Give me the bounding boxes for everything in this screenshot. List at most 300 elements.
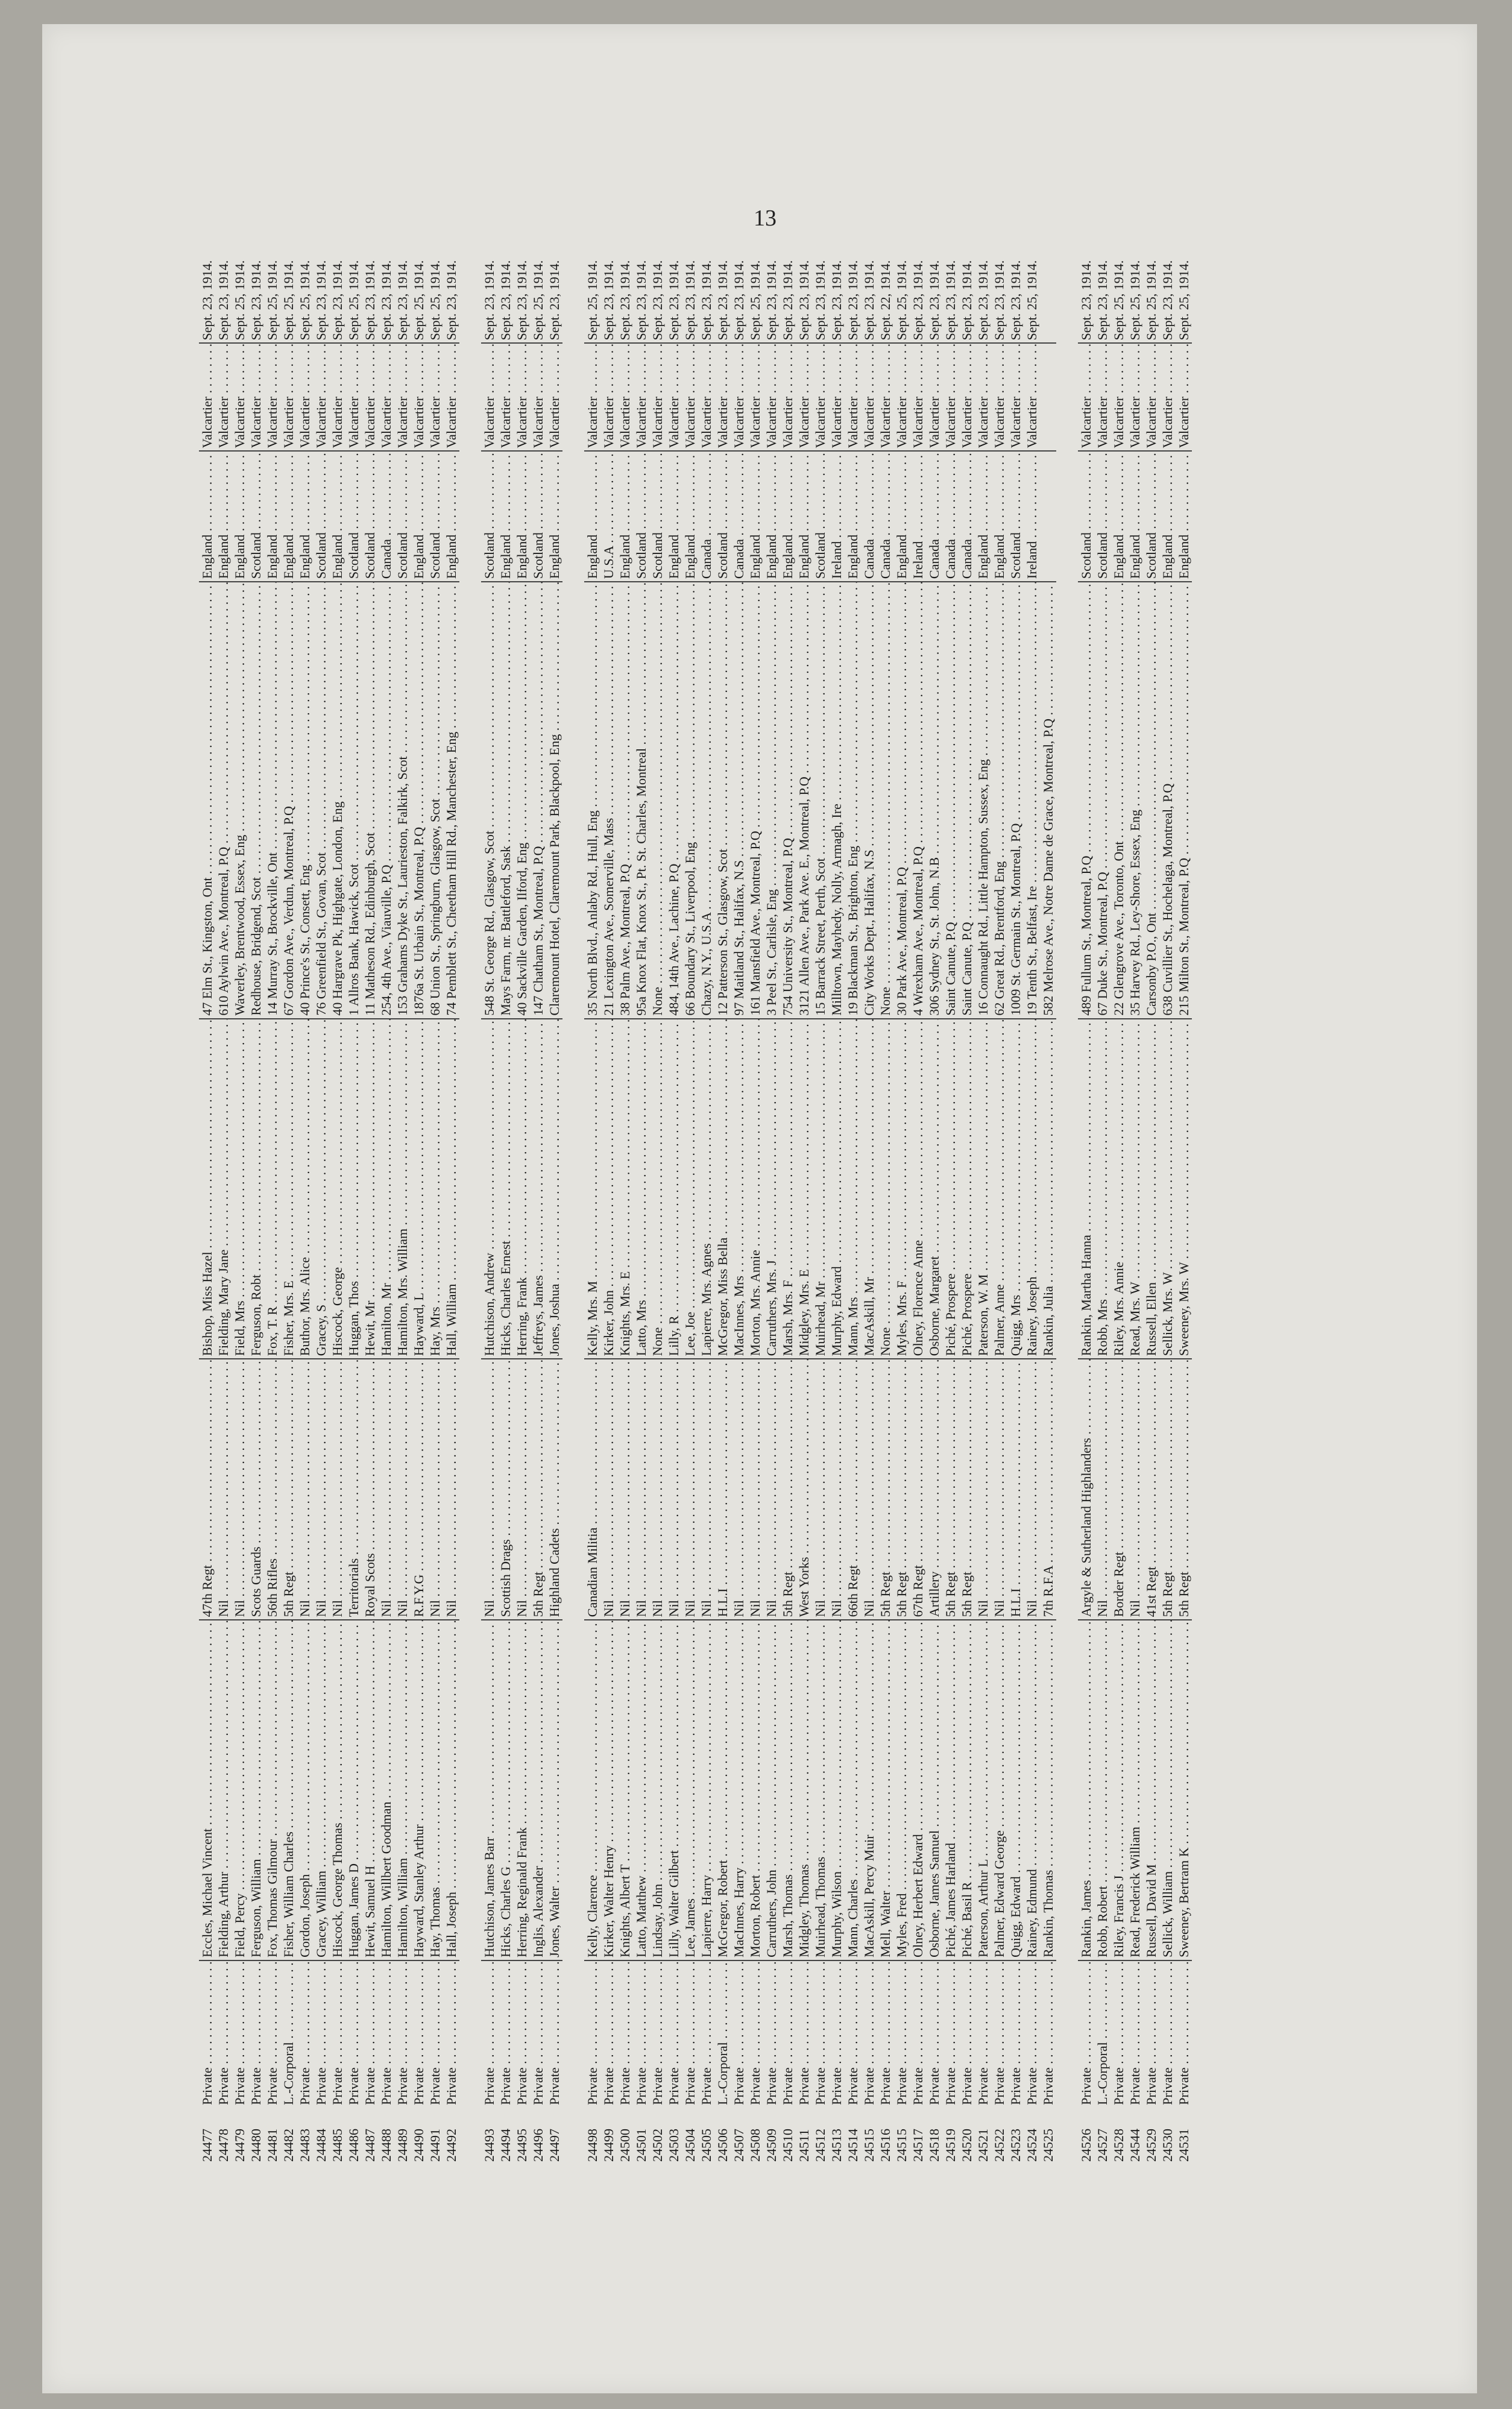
former-corps: Nil . . . (828, 1358, 845, 1619)
soldier-name: Hall, Joseph . . . (443, 1619, 459, 1960)
next-of-kin-address: 161 Mansfield Ave., Montreal, P.Q . . . (747, 581, 763, 1018)
enlistment-place (1040, 342, 1056, 450)
rank: Private . . . (232, 1960, 248, 2108)
next-of-kin: Lee, Joe . . . (682, 1018, 698, 1359)
next-of-kin: Rankin, Martha Hanna . . . (1078, 1018, 1094, 1359)
birthplace: England . . . (747, 450, 763, 581)
enlistment-place: Valcartier . . . (1110, 342, 1127, 450)
next-of-kin-address: 1009 St. Germain St., Montreal, P.Q . . . (1007, 581, 1024, 1018)
soldier-name: Kirker, Walter Henry . . . (600, 1619, 617, 1960)
table-row (1159, 229, 1176, 2164)
birthplace: England . . . (497, 450, 514, 581)
enlistment-place: Valcartier . . . (763, 342, 780, 450)
soldier-name: Field, Percy . . . (232, 1619, 248, 1960)
next-of-kin: Robb, Mrs . . . (1094, 1018, 1110, 1359)
enlistment-date: Sept. 25, 1914. (1144, 260, 1159, 341)
rank: Private . . . (378, 1960, 394, 2108)
birthplace: Scotland . . . (427, 450, 443, 581)
next-of-kin: Paterson, W. M . . . (975, 1018, 991, 1359)
soldier-name: Lindsay, John . . . (649, 1619, 666, 1960)
rank: Private . . . (747, 1960, 763, 2108)
table-row (747, 229, 763, 2164)
soldier-name: Fielding, Arthur . . . (215, 1619, 232, 1960)
birthplace: Scotland . . . (345, 450, 362, 581)
birthplace: England . . . (514, 450, 530, 581)
rank: Private . . . (345, 1960, 362, 2108)
table-row (959, 229, 975, 2164)
rank: Private . . . (362, 1960, 378, 2108)
regimental-number: 24492 (444, 2129, 459, 2162)
next-of-kin: MacInnes, Mrs . . . (731, 1018, 747, 1359)
former-corps: 5th Regt . . . (530, 1358, 546, 1619)
enlistment-place: Valcartier . . . (546, 342, 562, 450)
soldier-name: Murphy, Wilson . . . (828, 1619, 845, 1960)
rank: Private . . . (1176, 1960, 1192, 2108)
former-corps: Nil . . . (975, 1358, 991, 1619)
table-row (1007, 229, 1024, 2164)
table-row (731, 229, 747, 2164)
regimental-number: 24511 (796, 2129, 811, 2162)
next-of-kin: Russell, Ellen . . . (1143, 1018, 1159, 1359)
regimental-number: 24479 (232, 2129, 247, 2162)
rank: Private . . . (812, 1960, 828, 2108)
next-of-kin-address: Redhouse, Bridgend, Scot . . . (248, 581, 264, 1018)
next-of-kin-address: 68 Union St., Springburn, Glasgow, Scot . . . (427, 581, 443, 1018)
soldier-name: Hicks, Charles G . . . (497, 1619, 514, 1960)
birthplace: England . . . (991, 450, 1007, 581)
enlistment-place: Valcartier . . . (617, 342, 633, 450)
next-of-kin: Fox, T. R . . . (264, 1018, 280, 1359)
rank: Private . . . (1127, 1960, 1143, 2108)
soldier-name: Hewit, Samuel H . . . (362, 1619, 378, 1960)
regimental-number: 24499 (601, 2129, 616, 2162)
enlistment-place: Valcartier . . . (497, 342, 514, 450)
next-of-kin: Piché, Prospere . . . (942, 1018, 959, 1359)
next-of-kin: None . . . (649, 1018, 666, 1359)
regimental-number: 24515 (862, 2129, 877, 2162)
enlistment-date: Sept. 23, 1914. (666, 260, 681, 341)
former-corps: 66th Regt . . . (845, 1358, 861, 1619)
next-of-kin-address: 3121 Allen Ave., Park Ave. E., Montreal, P.Q . . . (796, 581, 812, 1018)
former-corps: Artillery . . . (926, 1358, 942, 1619)
former-corps: R.F.Y.G . . . (411, 1358, 427, 1619)
birthplace: England . . . (215, 450, 232, 581)
former-corps: 5th Regt . . . (942, 1358, 959, 1619)
regimental-number: 24493 (482, 2129, 497, 2162)
birthplace: Scotland . . . (362, 450, 378, 581)
rank: Private . . . (649, 1960, 666, 2108)
nominal-roll-table (199, 229, 1296, 2164)
former-corps: Nil . . . (682, 1358, 698, 1619)
table-row (910, 229, 926, 2164)
soldier-name: Quigg, Edward . . . (1007, 1619, 1024, 1960)
birthplace: Canada . . . (926, 450, 942, 581)
enlistment-place: Valcartier . . . (649, 342, 666, 450)
former-corps: Nil . . . (394, 1358, 411, 1619)
enlistment-place: Valcartier . . . (1143, 342, 1159, 450)
regimental-number: 24527 (1095, 2129, 1110, 2162)
next-of-kin-address: 548 St. George Rd., Glasgow, Scot . . . (481, 581, 497, 1018)
former-corps: 5th Regt . . . (1176, 1358, 1192, 1619)
table-row (812, 229, 828, 2164)
rank: Private . . . (991, 1960, 1007, 2108)
regimental-number: 24494 (498, 2129, 513, 2162)
table-row (362, 229, 378, 2164)
table-row (264, 229, 280, 2164)
regimental-number: 24510 (780, 2129, 795, 2162)
enlistment-date: Sept. 23, 1914. (992, 260, 1007, 341)
table-row (481, 229, 497, 2164)
enlistment-date: Sept. 23, 1914. (379, 260, 394, 341)
rank: Private . . . (666, 1960, 682, 2108)
birthplace: England . . . (763, 450, 780, 581)
next-of-kin: Morton, Mrs. Annie . . . (747, 1018, 763, 1359)
next-of-kin: Lapierre, Mrs. Agnes . . . (698, 1018, 714, 1359)
enlistment-date: Sept. 25, 1914. (1111, 260, 1126, 341)
regimental-number: 24519 (943, 2129, 958, 2162)
enlistment-date: Sept. 23, 1914. (715, 260, 730, 341)
enlistment-date: Sept. 23, 1914. (1079, 260, 1094, 341)
next-of-kin-address: 30 Park Ave., Montreal, P.Q . . . (893, 581, 910, 1018)
regimental-number: 24506 (715, 2129, 730, 2162)
enlistment-place: Valcartier . . . (845, 342, 861, 450)
enlistment-place: Valcartier . . . (584, 342, 600, 450)
enlistment-place: Valcartier . . . (600, 342, 617, 450)
enlistment-place: Valcartier . . . (411, 342, 427, 450)
birthplace: England . . . (617, 450, 633, 581)
regimental-number: 24498 (585, 2129, 600, 2162)
next-of-kin-address: Claremount Hotel, Claremount Park, Blackpool, Eng . . . (546, 581, 562, 1018)
next-of-kin: Huggan, Thos . . . (345, 1018, 362, 1359)
birthplace: Ireland . . . (910, 450, 926, 581)
former-corps: Border Regt . . . (1110, 1358, 1127, 1619)
next-of-kin-address: 19 Blackman St., Brighton, Eng . . . (845, 581, 861, 1018)
soldier-name: Osborne, James Samuel . . . (926, 1619, 942, 1960)
roll-group (584, 229, 1056, 2164)
next-of-kin-address: 97 Maitland St., Halifax, N.S . . . (731, 581, 747, 1018)
birthplace: Scotland . . . (481, 450, 497, 581)
regimental-number: 24480 (248, 2129, 263, 2162)
former-corps: Territorials . . . (345, 1358, 362, 1619)
enlistment-date: Sept. 25, 1914. (894, 260, 909, 341)
former-corps: Nil . . . (633, 1358, 649, 1619)
former-corps: Nil . . . (763, 1358, 780, 1619)
next-of-kin-address: Saint Canute, P.Q . . . (942, 581, 959, 1018)
rank: Private . . . (481, 1960, 497, 2108)
former-corps: Nil . . . (812, 1358, 828, 1619)
enlistment-date: Sept. 25, 1914. (427, 260, 443, 341)
enlistment-place: Valcartier . . . (861, 342, 877, 450)
next-of-kin: Marsh, Mrs. F . . . (780, 1018, 796, 1359)
former-corps: 56th Rifles . . . (264, 1358, 280, 1619)
former-corps: 5th Regt . . . (280, 1358, 297, 1619)
enlistment-place: Valcartier . . . (264, 342, 280, 450)
regimental-number: 24483 (297, 2129, 312, 2162)
rank: Private . . . (443, 1960, 459, 2108)
soldier-name: Read, Frederick William . . . (1127, 1619, 1143, 1960)
next-of-kin-address: 40 Hargrave Pk, Highgate, London, Eng . . . (329, 581, 345, 1018)
birthplace: England . . . (796, 450, 812, 581)
rank: Private . . . (763, 1960, 780, 2108)
enlistment-date: Sept. 23, 1914. (216, 260, 231, 341)
next-of-kin: Hamilton, Mrs. William . . . (394, 1018, 411, 1359)
next-of-kin-address: 47 Elm St., Kingston, Ont . . . (199, 581, 215, 1018)
soldier-name: Russell, David M . . . (1143, 1619, 1159, 1960)
next-of-kin: Hamilton, Mr . . . (378, 1018, 394, 1359)
birthplace: England . . . (232, 450, 248, 581)
next-of-kin: Hay, Mrs . . . (427, 1018, 443, 1359)
next-of-kin: Latto, Mrs . . . (633, 1018, 649, 1359)
regimental-number: 24531 (1176, 2129, 1191, 2162)
next-of-kin: MacAskill, Mr . . . (861, 1018, 877, 1359)
regimental-number: 24489 (395, 2129, 410, 2162)
regimental-number: 24518 (927, 2129, 942, 2162)
rank: Private . . . (1078, 1960, 1094, 2108)
next-of-kin-address: City Works Dept., Halifax, N.S . . . (861, 581, 877, 1018)
birthplace: England . . . (975, 450, 991, 581)
former-corps: Nil . . . (747, 1358, 763, 1619)
rank: Private . . . (584, 1960, 600, 2108)
regimental-number: 24523 (1008, 2129, 1023, 2162)
former-corps: 5th Regt . . . (877, 1358, 893, 1619)
enlistment-date: Sept. 23, 1914. (682, 260, 698, 341)
rank: Private . . . (975, 1960, 991, 2108)
former-corps: 67th Regt . . . (910, 1358, 926, 1619)
rank: Private . . . (893, 1960, 910, 2108)
birthplace: Scotland . . . (1078, 450, 1094, 581)
regimental-number: 24530 (1160, 2129, 1175, 2162)
former-corps: 5th Regt . . . (893, 1358, 910, 1619)
soldier-name: Fox, Thomas Gilmour . . . (264, 1619, 280, 1960)
table-row (861, 229, 877, 2164)
enlistment-date: Sept. 25, 1914. (265, 260, 280, 341)
rank: Private . . . (828, 1960, 845, 2108)
regimental-number: 24490 (411, 2129, 426, 2162)
next-of-kin-address: 489 Fullum St., Montreal, P.Q . . . (1078, 581, 1094, 1018)
next-of-kin-address: 1 Allros Bank, Hawick, Scot . . . (345, 581, 362, 1018)
table-row (942, 229, 959, 2164)
next-of-kin-address: 754 University St., Montreal, P.Q . . . (780, 581, 796, 1018)
rank: L.-Corporal . . . (714, 1960, 731, 2108)
enlistment-place: Valcartier . . . (893, 342, 910, 450)
birthplace: Scotland . . . (248, 450, 264, 581)
enlistment-place: Valcartier . . . (747, 342, 763, 450)
table-row (828, 229, 845, 2164)
rank: Private . . . (514, 1960, 530, 2108)
table-row (796, 229, 812, 2164)
soldier-name: Gordon, Joseph . . . (297, 1619, 313, 1960)
enlistment-date: Sept. 23, 1914. (1095, 260, 1110, 341)
former-corps: 41st Regt . . . (1143, 1358, 1159, 1619)
rank: Private . . . (215, 1960, 232, 2108)
birthplace: England . . . (1110, 450, 1127, 581)
birthplace: England . . . (264, 450, 280, 581)
former-corps: Nil . . . (1127, 1358, 1143, 1619)
former-corps: Nil . . . (514, 1358, 530, 1619)
next-of-kin-address: Chazy, N.Y., U.S.A . . . (698, 581, 714, 1018)
next-of-kin-address: 254, 4th Ave., Viauville, P.Q . . . (378, 581, 394, 1018)
next-of-kin-address: 16 Connaught Rd., Little Hampton, Sussex, Eng . . . (975, 581, 991, 1018)
next-of-kin: Gracey, S . . . (313, 1018, 329, 1359)
enlistment-date: Sept. 23, 1914. (395, 260, 410, 341)
table-row (215, 229, 232, 2164)
soldier-name: Lilly, Walter Gilbert . . . (666, 1619, 682, 1960)
soldier-name: Olney, Herbert Edward . . . (910, 1619, 926, 1960)
enlistment-place: Valcartier . . . (910, 342, 926, 450)
table-row (1127, 229, 1143, 2164)
next-of-kin: Hutchison, Andrew . . . (481, 1018, 497, 1359)
next-of-kin: Osborne, Margaret . . . (926, 1018, 942, 1359)
next-of-kin-address: Saint Canute, P.Q . . . (959, 581, 975, 1018)
rank: Private . . . (682, 1960, 698, 2108)
enlistment-place: Valcartier . . . (329, 342, 345, 450)
birthplace: Scotland . . . (530, 450, 546, 581)
enlistment-date: Sept. 23, 1914. (699, 260, 714, 341)
enlistment-date: Sept. 25, 1914. (585, 260, 600, 341)
former-corps: Nil . . . (1094, 1358, 1110, 1619)
next-of-kin: Quigg, Mrs . . . (1007, 1018, 1024, 1359)
roll-group (481, 229, 562, 2164)
enlistment-date: Sept. 23, 1914. (1008, 260, 1023, 341)
table-row (514, 229, 530, 2164)
table-row (1110, 229, 1127, 2164)
soldier-name: Muirhead, Thomas . . . (812, 1619, 828, 1960)
enlistment-date: Sept. 23, 1914. (330, 260, 345, 341)
regimental-number: 24507 (731, 2129, 746, 2162)
regimental-number: 24488 (379, 2129, 394, 2162)
next-of-kin-address: 15 Barrack Street, Perth, Scot . . . (812, 581, 828, 1018)
enlistment-date: Sept. 23, 1914. (1160, 260, 1175, 341)
enlistment-date: Sept. 23, 1914. (313, 260, 329, 341)
former-corps: 47th Regt . . . (199, 1358, 215, 1619)
regimental-number: 24508 (748, 2129, 763, 2162)
former-corps: Nil . . . (666, 1358, 682, 1619)
table-row (893, 229, 910, 2164)
enlistment-place: Valcartier . . . (345, 342, 362, 450)
enlistment-date: Sept. 23, 1914. (829, 260, 844, 341)
soldier-name: Hamilton, Willbert Goodman . . . (378, 1619, 394, 1960)
table-row (1078, 229, 1094, 2164)
rank: Private . . . (617, 1960, 633, 2108)
soldier-name: Lapierre, Harry . . . (698, 1619, 714, 1960)
soldier-name: Rankin, Thomas . . . (1040, 1619, 1056, 1960)
rank: Private . . . (411, 1960, 427, 2108)
next-of-kin: Read, Mrs. W . . . (1127, 1018, 1143, 1359)
table-row (248, 229, 264, 2164)
enlistment-date: Sept. 23, 1914. (731, 260, 746, 341)
birthplace: England . . . (666, 450, 682, 581)
enlistment-date: Sept. 23, 1914. (547, 260, 562, 341)
birthplace (1040, 450, 1056, 581)
enlistment-place: Valcartier . . . (199, 342, 215, 450)
soldier-name: Inglis, Alexander . . . (530, 1619, 546, 1960)
former-corps: Nil . . . (443, 1358, 459, 1619)
enlistment-date: Sept. 25, 1914. (411, 260, 426, 341)
former-corps: 5th Regt . . . (959, 1358, 975, 1619)
table-row (345, 229, 362, 2164)
rank: Private . . . (394, 1960, 411, 2108)
soldier-name: Carruthers, John . . . (763, 1619, 780, 1960)
next-of-kin: Buthor, Mrs. Alice . . . (297, 1018, 313, 1359)
enlistment-place: Valcartier . . . (633, 342, 649, 450)
former-corps: Nil . . . (378, 1358, 394, 1619)
table-row (845, 229, 861, 2164)
enlistment-date: Sept. 23, 1914. (617, 260, 632, 341)
table-row (584, 229, 600, 2164)
table-row (546, 229, 562, 2164)
birthplace: England . . . (584, 450, 600, 581)
former-corps: Highland Cadets . . . (546, 1358, 562, 1619)
rank: Private . . . (926, 1960, 942, 2108)
former-corps: Nil . . . (232, 1358, 248, 1619)
soldier-name: Paterson, Arthur L . . . (975, 1619, 991, 1960)
enlistment-place: Valcartier . . . (877, 342, 893, 450)
next-of-kin: Ferguson, Robt . . . (248, 1018, 264, 1359)
next-of-kin-address: 3 Peel St., Carlisle, Eng . . . (763, 581, 780, 1018)
soldier-name: Hiscock, George Thomas . . . (329, 1619, 345, 1960)
soldier-name: Morton, Robert . . . (747, 1619, 763, 1960)
rank: Private . . . (845, 1960, 861, 2108)
birthplace: Scotland . . . (394, 450, 411, 581)
next-of-kin: Hicks, Charles Ernest . . . (497, 1018, 514, 1359)
soldier-name: Jones, Walter . . . (546, 1619, 562, 1960)
table-row (394, 229, 411, 2164)
birthplace: England . . . (199, 450, 215, 581)
former-corps: Nil . . . (698, 1358, 714, 1619)
birthplace: England . . . (1176, 450, 1192, 581)
next-of-kin-address: 67 Duke St., Montreal, P.Q . . . (1094, 581, 1110, 1018)
next-of-kin-address: 76 Greenfield St., Govan, Scot . . . (313, 581, 329, 1018)
enlistment-place: Valcartier . . . (1007, 342, 1024, 450)
enlistment-date: Sept. 23, 1914. (943, 260, 958, 341)
soldier-name: Gracey, William . . . (313, 1619, 329, 1960)
soldier-name: Rankin, James . . . (1078, 1619, 1094, 1960)
table-row (714, 229, 731, 2164)
enlistment-place: Valcartier . . . (1094, 342, 1110, 450)
enlistment-place: Valcartier . . . (297, 342, 313, 450)
next-of-kin: Olney, Florence Anne . . . (910, 1018, 926, 1359)
enlistment-date: Sept. 23, 1914. (444, 260, 459, 341)
next-of-kin-address: 62 Great Rd., Brentford, Eng . . . (991, 581, 1007, 1018)
next-of-kin: Herring, Frank . . . (514, 1018, 530, 1359)
soldier-name: Rainey, Edmund . . . (1024, 1619, 1040, 1960)
former-corps: Nil . . . (297, 1358, 313, 1619)
soldier-name: Robb, Robert . . . (1094, 1619, 1110, 1960)
next-of-kin-address: 4 Wrexham Ave., Montreal, P.Q . . . (910, 581, 926, 1018)
table-row (530, 229, 546, 2164)
soldier-name: Midgley, Thomas . . . (796, 1619, 812, 1960)
enlistment-date: Sept. 25, 1914. (281, 260, 296, 341)
birthplace: England . . . (443, 450, 459, 581)
next-of-kin: Murphy, Edward . . . (828, 1018, 845, 1359)
rank: Private . . . (861, 1960, 877, 2108)
enlistment-date: Sept. 25, 1914. (297, 260, 312, 341)
table-row (763, 229, 780, 2164)
enlistment-place: Valcartier . . . (530, 342, 546, 450)
rank: Private . . . (877, 1960, 893, 2108)
birthplace: Canada . . . (378, 450, 394, 581)
enlistment-date: Sept. 23, 1914. (498, 260, 513, 341)
rank: Private . . . (600, 1960, 617, 2108)
birthplace: Scotland . . . (313, 450, 329, 581)
enlistment-place: Valcartier . . . (714, 342, 731, 450)
table-row (1143, 229, 1159, 2164)
soldier-name: Latto, Matthew . . . (633, 1619, 649, 1960)
regimental-number: 24515 (894, 2129, 909, 2162)
birthplace: Scotland . . . (812, 450, 828, 581)
enlistment-place: Valcartier . . . (698, 342, 714, 450)
enlistment-date: Sept. 23, 1914. (764, 260, 779, 341)
